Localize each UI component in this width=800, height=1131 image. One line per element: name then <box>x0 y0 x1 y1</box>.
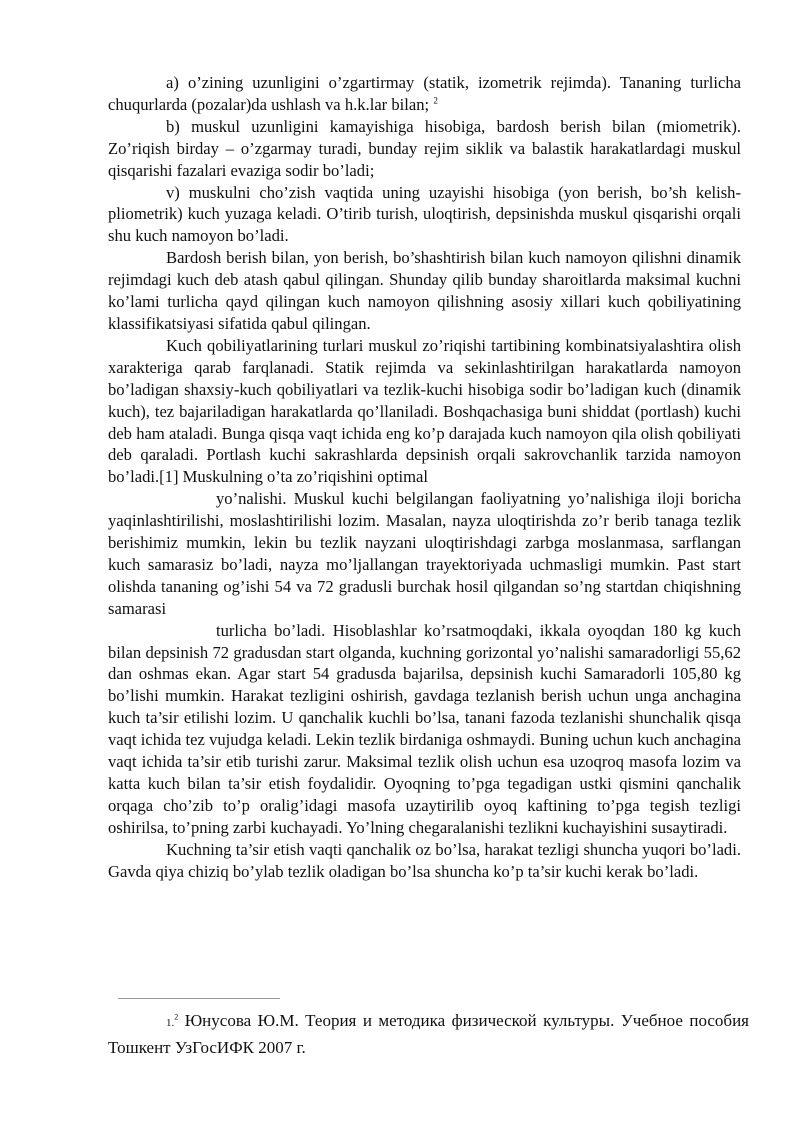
list-item-v: v) muskulni cho’zish vaqtida uning uzayishi hisobiga (yon berish, bo’sh kelish- pliometrik) kuch yuzaga keladi. O’tirib turish, uloqtirish, depsinishda muskul qisqarishi orqali shu kuch namoyon bo’ladi. <box>108 182 741 246</box>
footnote-marker: 2 <box>174 1012 179 1022</box>
paragraph-strength-types <box>108 335 741 839</box>
paragraph-strength-types-part1: Kuch qobiliyatlarining turlari muskul zo’riqishi tartibining kombinatsiyalashtira olish xarakteriga qarab farqlanadi. Statik rejimda va sekinlashtirilgan harakatlarda namoyon bo’ladigan shaxsiy-kuch qobiliyatlari va tezlik-kuchi hisobiga sodir bo’ladigan kuch (dinamik kuch), tez bajariladigan harakatlarda qo’llaniladi. Boshqachasiga buni shiddat (portlash) kuchi deb ham ataladi. Bunga qisqa vaqt ichida eng ko’p darajada kuch namoyon qila olish qobiliyati deb qaraladi. Portlash kuchi sakrashlarda depsinish orqali sakrovchanlik tarzida namoyon bo’ladi.[1] Muskulning o’ta zo’riqishini optimal <box>108 335 741 487</box>
list-item-b: b) muskul uzunligini kamayishiga hisobiga, bardosh berish bilan (miometrik). Zo’riqish birday – o’zgarmay turadi, bunday rejim siklik va balastik harakatlardagi muskul qisqarishi fazalari evaziga sodir bo’ladi; <box>108 116 741 180</box>
paragraph-dynamic-regime: Bardosh berish bilan, yon berish, bo’shashtirish bilan kuch namoyon qilishni dinamik rejimdagi kuch deb atash qabul qilingan. Shunday qilib bunday sharoitlarda maksimal kuchni ko’lami turlicha qayd qilingan kuch namoyon qilishning asosiy xillari kuch qobiliyatining klassifikatsiyasi sifatida qabul qilingan. <box>108 248 741 333</box>
paragraph-strength-types-part3: turlicha bo’ladi. Hisoblashlar ko’rsatmoqdaki, ikkala oyoqdan 180 kg kuch bilan depsinish 72 gradusdan start olganda, kuchning gorizontal yo’nalishi samaradorligi 55,62 dan oshmas ekan. Agar start 54 gradusda bajarilsa, depsinish kuchi Samaradorli 105,80 kg bo’lishi mumkin. Harakat tezligini oshirish, gavdaga tezlanish berish uchun unga anchagina kuch ta’sir etilishi lozim. U qanchalik kuchli bo’lsa, tanani fazoda tezlanishi shunchalik qisqa vaqt ichida tez vujudga keladi. Lekin tezlik birdaniga oshmaydi. Buning uchun kuch anchagina vaqt ichida ta’sir etib turishi zarur. Maksimal tezlik olish uchun esa uzoqroq masofa lozim va katta kuch bilan ta’sir etish foydalidir. Oyoqning to’pga tegadigan ustki qismini qanchalik orqaga cho’zib to’p oralig’idagi masofa uzaytirilib oyoq kaftining to’pga tegish tezligi oshirilsa, to’pning zarbi kuchayadi. Yo’lning chegaralanishi tezlikni kuchayishini susaytiradi. <box>108 620 741 837</box>
list-item-a-text: a) o’zining uzunligini o’zgartirmay (statik, izometrik rejimda). Tananing turlicha chuqurlarda (pozalar)da ushlash va h.k.lar bilan; <box>108 73 741 114</box>
paragraph-strength-types-part2: yo’nalishi. Muskul kuchi belgilangan faoliyatning yo’nalishiga iloji boricha yaqinlashtirilishi, moslashtirilishi lozim. Masalan, nayza uloqtirishda zo’r berib tanaga tezlik berishimiz mumkin, lekin bu tezlik nayzani uloqtirishdagi zarbga moslanmasa, sarflangan kuch samarasiz bo’ladi, nayza mo’ljallangan trayektoriyada uchmasligi mumkin. Past start olishda tananing og’ishi 54 va 72 gradusli burchak hosil qilgandan so’ng startdan chiqishning samarasi <box>108 489 741 618</box>
footnote-text: Юнусова Ю.М. Теория и методика физической культуры. Учебное пособия Тошкент УзГосИФК 2007 г. <box>108 1011 749 1057</box>
list-item-a <box>108 72 741 116</box>
footnote-separator <box>118 998 280 999</box>
paragraph-action-time: Kuchning ta’sir etish vaqti qanchalik oz bo’lsa, harakat tezligi shuncha yuqori bo’ladi. Gavda qiya chiziq bo’ylab tezlik oladigan bo’lsa shuncha ko’p ta’sir kuchi kerak bo’ladi. <box>108 839 741 881</box>
body-text <box>108 72 741 883</box>
footnote-number: 1. <box>166 1017 175 1029</box>
footnote <box>108 1009 749 1059</box>
footnote-reference: 2 <box>433 95 438 106</box>
